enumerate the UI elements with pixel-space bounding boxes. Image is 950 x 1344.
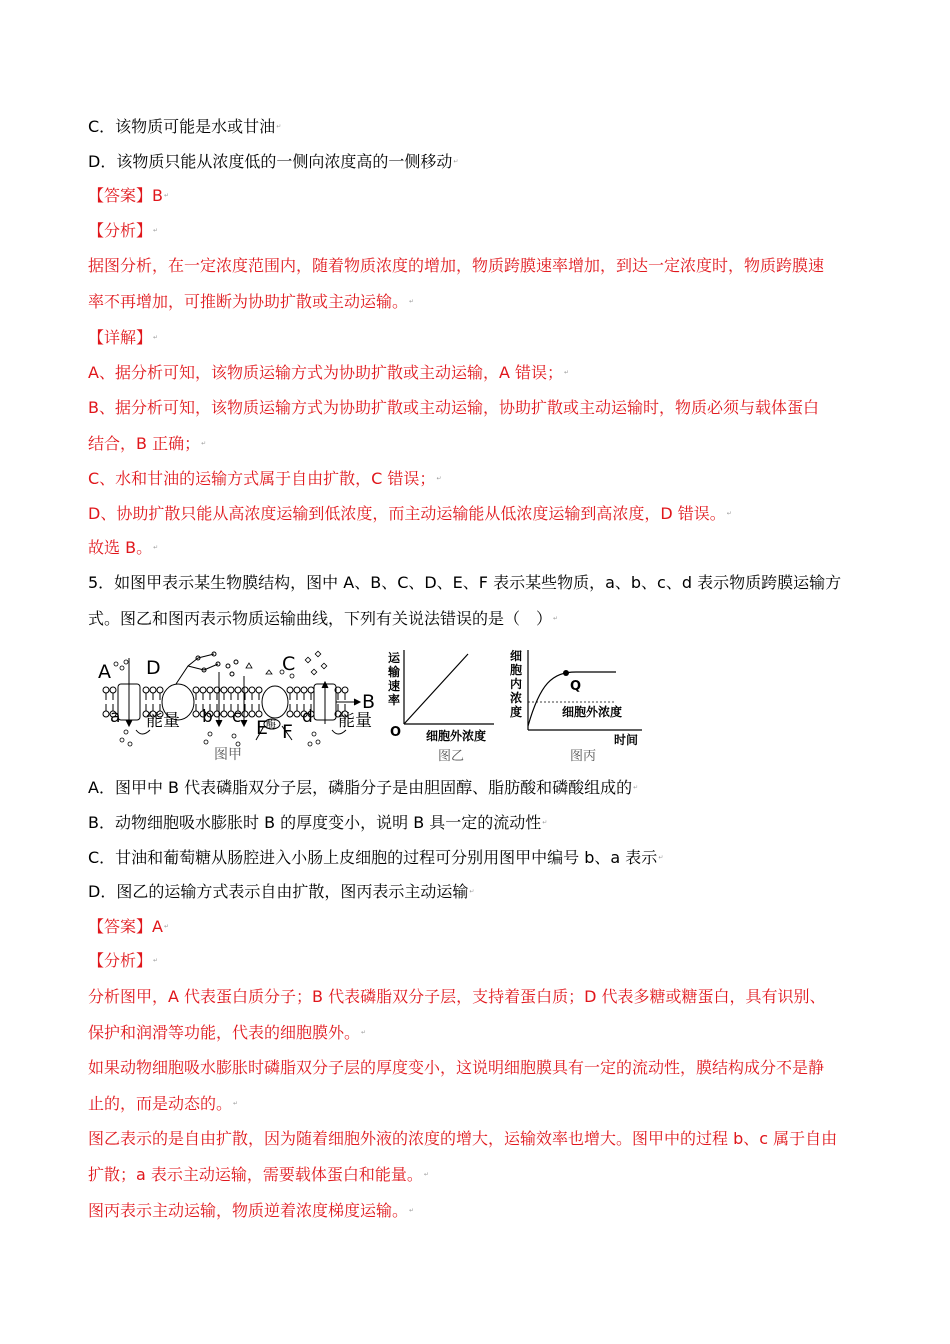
bing-point-label: Q [570, 679, 582, 694]
jia-label-a: a [110, 707, 121, 727]
bing-xlabel: 时间 [614, 733, 639, 747]
q5-option-a: A．图甲中 B 代表磷脂双分子层，磷脂分子是由胆固醇、脂肪酸和磷酸组成的↵ [88, 778, 639, 797]
q5-option-b: B．动物细胞吸水膨胀时 B 的厚度变小，说明 B 具一定的流动性↵ [88, 813, 548, 832]
q5-stem-line-2: 式。图乙和图丙表示物质运输曲线，下列有关说法错误的是（ ）↵ [88, 609, 559, 628]
jia-caption: 图甲 [214, 747, 242, 763]
q4-conclusion: 故选 B。↵ [88, 538, 159, 557]
q5-analysis-title: 【分析】↵ [88, 951, 159, 970]
q4-detail-b-line-2: 结合，B 正确；↵ [88, 434, 207, 453]
jia-label-B: B [362, 691, 376, 713]
yi-xlabel: 细胞外浓度 [426, 729, 487, 743]
q4-detail-a: A、据分析可知，该物质运输方式为协助扩散或主动运输，A 错误；↵ [88, 363, 570, 382]
q5-analysis-p3-line-1: 图乙表示的是自由扩散，因为随着细胞外液的浓度的增大，运输效率也增大。图甲中的过程 b、c 属于自由 [88, 1129, 838, 1148]
membrane-transport-figure [96, 644, 656, 770]
q4-analysis-title: 【分析】↵ [88, 221, 159, 240]
q5-stem-line-1: 5．如图甲表示某生物膜结构，图中 A、B、C、D、E、F 表示某些物质，a、b、c、d 表示物质跨膜运输方 [88, 573, 842, 592]
yi-origin: O [390, 725, 402, 740]
q4-analysis-line-1: 据图分析，在一定浓度范围内，随着物质浓度的增加，物质跨膜速率增加，到达一定浓度时，物质跨膜速 [88, 256, 825, 275]
q4-detail-c: C、水和甘油的运输方式属于自由扩散，C 错误；↵ [88, 469, 442, 488]
yi-ylabel-1: 运 [388, 651, 401, 665]
jia-label-C: C [282, 653, 296, 675]
q4-detail-d: D、协助扩散只能从高浓度运输到低浓度，而主动运输能从低浓度运输到高浓度，D 错误。↵ [88, 504, 732, 523]
jia-energy-left: 能量 [146, 711, 180, 731]
yi-ylabel-2: 输 [388, 665, 401, 679]
jia-label-D: D [146, 657, 161, 679]
q5-analysis-p4: 图丙表示主动运输，物质逆着浓度梯度运输。↵ [88, 1201, 415, 1220]
q4-detail-b-line-1: B、据分析可知，该物质运输方式为协助扩散或主动运输，协助扩散或主动运输时，物质必须与载体蛋白 [88, 398, 819, 417]
q5-analysis-p3-line-2: 扩散；a 表示主动运输，需要载体蛋白和能量。↵ [88, 1165, 429, 1184]
q4-analysis-line-2: 率不再增加，可推断为协助扩散或主动运输。↵ [88, 292, 415, 311]
jia-label-A: A [98, 661, 111, 683]
yi-ylabel-4: 率 [388, 693, 401, 707]
q4-option-c: C．该物质可能是水或甘油↵ [88, 117, 282, 136]
jia-label-c: c [232, 707, 242, 727]
q5-analysis-p2-line-2: 止的，而是动态的。↵ [88, 1094, 239, 1113]
bing-ylabel-4: 浓 [510, 691, 523, 705]
q5-answer: 【答案】A↵ [88, 917, 169, 936]
bing-ylabel-2: 胞 [510, 663, 523, 677]
q4-detail-title: 【详解】↵ [88, 328, 159, 347]
jia-energy-right: 能量 [338, 711, 372, 731]
q4-option-d: D．该物质只能从浓度低的一侧向浓度高的一侧移动↵ [88, 152, 459, 171]
q5-analysis-p1-line-1: 分析图甲，A 代表蛋白质分子；B 代表磷脂双分子层，支持着蛋白质；D 代表多糖或糖蛋白，具有识别、 [88, 987, 826, 1006]
jia-label-E: E [256, 717, 269, 739]
bing-caption: 图丙 [570, 749, 597, 764]
bing-dash-label: 细胞外浓度 [562, 705, 623, 719]
q4-answer: 【答案】B↵ [88, 186, 170, 205]
bing-ylabel-5: 度 [510, 705, 523, 719]
bing-point-q [563, 670, 569, 676]
jia-label-d: d [302, 707, 313, 727]
q5-option-d: D．图乙的运输方式表示自由扩散，图丙表示主动运输↵ [88, 882, 475, 901]
figure-yi-axes [404, 650, 494, 724]
q5-analysis-p2-line-1: 如果动物细胞吸水膨胀时磷脂双分子层的厚度变小，这说明细胞膜具有一定的流动性，膜结构成分不是静 [88, 1058, 825, 1077]
jia-enzyme-label: 酶 [266, 720, 276, 731]
q5-option-c: C．甘油和葡萄糖从肠腔进入小肠上皮细胞的过程可分别用图甲中编号 b、a 表示↵ [88, 848, 664, 867]
yi-ylabel-3: 速 [388, 679, 401, 693]
jia-label-F: F [282, 721, 293, 743]
yi-linear-curve [404, 654, 468, 724]
bing-ylabel-1: 细 [510, 649, 523, 663]
bing-ylabel-3: 内 [510, 677, 523, 691]
figure-jia-membrane [103, 651, 360, 746]
jia-label-b: b [202, 707, 213, 727]
yi-caption: 图乙 [438, 749, 465, 764]
q5-analysis-p1-line-2: 保护和润滑等功能，代表的细胞膜外。↵ [88, 1023, 367, 1042]
